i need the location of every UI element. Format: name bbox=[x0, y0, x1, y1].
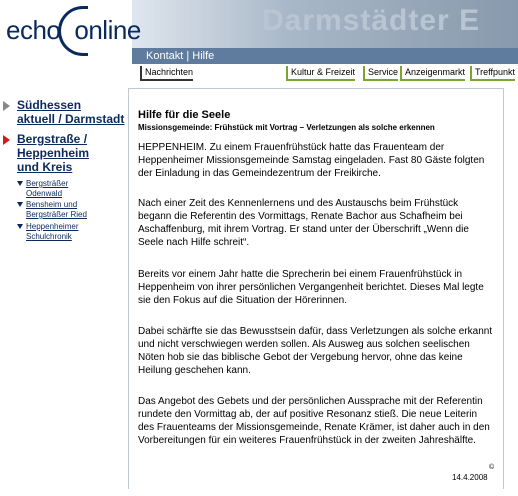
echo-online-logo[interactable] bbox=[0, 0, 141, 64]
sidebar-subitem-label: Odenwald bbox=[26, 189, 63, 198]
sidebar-subitem-label: Heppenheimer bbox=[26, 222, 79, 231]
copyright-mark[interactable]: © bbox=[489, 464, 495, 471]
article-subtitle: Missionsgemeinde: Frühstück mit Vortrag – Verletzungen als solche erkennen bbox=[138, 123, 435, 132]
arrow-right-icon bbox=[3, 135, 10, 145]
article-content bbox=[128, 88, 504, 489]
header-banner bbox=[132, 0, 518, 48]
sidebar-item-label: Südhessen bbox=[17, 98, 82, 112]
sidebar-subitem-bergstraesser-odenwald[interactable] bbox=[17, 179, 127, 201]
contact-help-link[interactable]: Kontakt | Hilfe bbox=[146, 50, 215, 62]
tab-anzeigenmarkt[interactable]: Anzeigenmarkt bbox=[400, 66, 465, 81]
article-paragraph: Dabei schärfte sie das Bewusstsein dafür, dass Verletzungen als solche erkannt und nicht verschwiegen werden sollen. Als Ausweg aus solchen seelischen Nöten hob sie das biblische Gebot der Vergebung hervor, ohne das keine Heilung geschehen kann. bbox=[138, 326, 493, 376]
tab-treffpunkt[interactable]: Treffpunkt bbox=[470, 66, 515, 81]
arrow-down-icon bbox=[17, 181, 23, 186]
article-date: 14.4.2008 bbox=[452, 473, 488, 482]
sidebar-item-label: Bergstraße / bbox=[17, 132, 88, 146]
sidebar-subitem-schulchronik[interactable] bbox=[17, 222, 127, 244]
article-paragraph: Das Angebot des Gebets und der persönlichen Aussprache mit der Referentin rundete den Vormittag ab, der auf positive Resonanz stieß. Die neue Leiterin des Frauenteams der Missionsgemeinde, Renate Krämer, ist daher auch in den Vorbereitungen für ein weiteres Frauenfrühstück in der zweiten Jahreshälfte. bbox=[138, 396, 490, 446]
arrow-right-icon bbox=[3, 101, 10, 111]
article-paragraph: Bereits vor einem Jahr hatte die Sprecherin bei einem Frauenfrühstück in Heppenheim von ihrer persönlichen Vergangenheit berichtet. Dieses Mal legte sie den Fokus auf die Situation der Hörerinnen. bbox=[138, 269, 484, 306]
article-title: Hilfe für die Seele bbox=[138, 109, 231, 121]
category-tabs bbox=[140, 66, 518, 80]
sidebar-item-label: aktuell / Darmstadt bbox=[17, 112, 125, 126]
page-header bbox=[0, 0, 518, 64]
tab-nachrichten[interactable]: Nachrichten bbox=[140, 66, 193, 81]
sidebar-subitem-label: Bergsträßer Ried bbox=[26, 210, 87, 219]
arrow-down-icon bbox=[17, 224, 23, 229]
sidebar-subitem-label: Bergsträßer bbox=[26, 179, 69, 188]
sidebar-subitem-label: Schulchronik bbox=[26, 232, 72, 241]
left-sidebar bbox=[0, 80, 128, 496]
sidebar-item-label: Heppenheim bbox=[17, 146, 90, 160]
arrow-down-icon bbox=[17, 202, 23, 207]
tab-service[interactable]: Service bbox=[363, 66, 398, 81]
sidebar-item-label: und Kreis bbox=[17, 160, 73, 174]
article-paragraph: Nach einer Zeit des Kennenlernens und des Austauschs beim Frühstück begann die Referentin des Vormittags, Renate Bachor aus Schafheim bei Aschaffenburg, mit ihrem Vortrag. Er stand unter der Überschrift „Wenn die Seele nach Hilfe schreit“. bbox=[138, 198, 469, 248]
logo-text: echo online bbox=[6, 15, 141, 45]
banner-text: Darmstädter E bbox=[262, 4, 481, 37]
sidebar-item-bergstrasse[interactable] bbox=[0, 132, 128, 176]
tab-kultur-freizeit[interactable]: Kultur & Freizeit bbox=[286, 66, 355, 81]
sidebar-subitem-label: Bensheim und bbox=[26, 200, 78, 209]
article-paragraph: HEPPENHEIM. Zu einem Frauenfrühstück hatte das Frauenteam der Heppenheimer Missionsgemeinde Samstag eingeladen. Fast 80 Gäste folgten der Einladung in das Gemeindezentrum der Freikirche. bbox=[138, 142, 485, 179]
sidebar-item-suedhessen[interactable] bbox=[0, 98, 128, 128]
sidebar-subitem-bensheim[interactable] bbox=[17, 200, 127, 222]
